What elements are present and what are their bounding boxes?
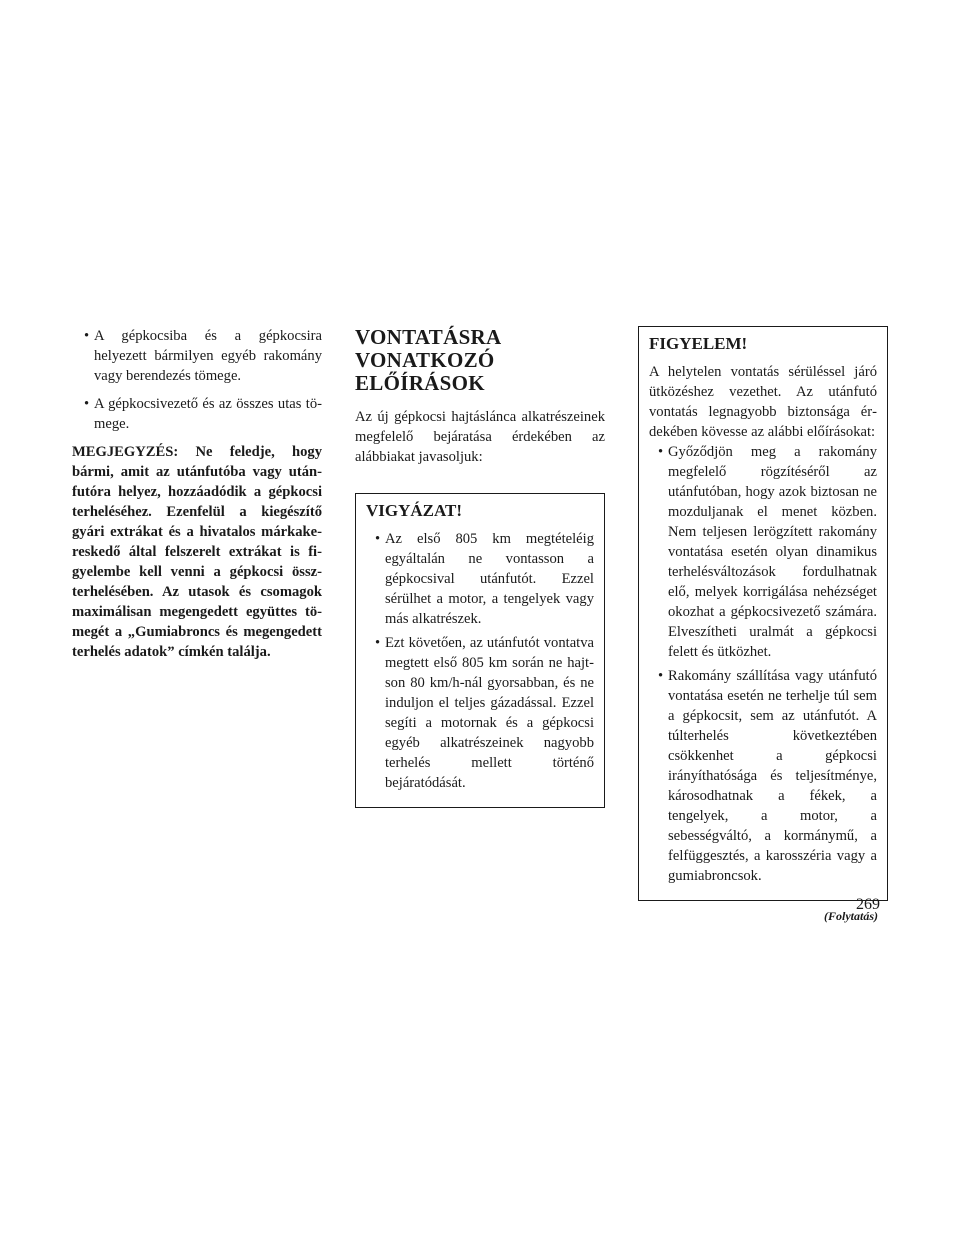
list-item: • A gépkocsivezető és az összes utas tömege. [72,394,322,434]
warning-intro: A helytelen vontatás sérüléssel járó ütközéshez vezethet. Az utánfutó vontatás legnagyobb biztonsága érdekében kövesse az alábbi előírásokat: [649,364,877,440]
warning-title: FIGYELEM! [649,334,748,353]
warning-box [638,326,888,901]
warning-bullet-list [649,442,877,886]
continued-label: (Folytatás) [824,909,878,923]
caution-title: VIGYÁZAT! [366,501,463,520]
page-number: 269 [856,896,880,913]
list-item: • A gépkocsiba és a gépkocsira helyezett bármilyen egyéb rakomány vagy berendezés tömege. [72,326,322,386]
left-column [72,326,322,662]
middle-column [355,326,605,808]
list-item: • Rakomány szállítása vagy utánfutó vontatása esetén ne terhelje túl sem a gépkocsit, sem az utánfutót. A túlterhelés következtében csökkenhet a gépkocsi irányíthatósága és teljesítménye, károsodhatnak a fékek, a tengelyek, a motor, a sebességváltó, a kormánymű, a felfüggesztés, a karosszéria vagy a gumiabroncsok. [649,666,877,886]
caution-bullet-list [366,529,594,793]
note-paragraph: MEGJEGYZÉS: Ne feledje, hogy bármi, amit az utánfutóba vagy utánfutóra helyez, hozzáadódik a gépkocsi terheléséhez. Ezenfelül a kiegészítő gyári extrákat és a hivatalos márkakereskedő által felszerelt extrákat is figyelembe kell venni a gépkocsi összterhelésében. Az utasok és csomagok maximálisan megengedett együttes tömegét a „Gumiabroncs és megengedett terhelés adatok” címkén találja. [72,444,322,660]
list-item: • Ezt követően, az utánfutót vontatva megtett első 805 km során ne hajtson 80 km/h-nál gyorsabban, és ne induljon el teljes gázadással. Ezzel segíti a motornak és a gépkocsi egyéb alkatrészeinek nagyobb terhelés mellett történő bejáratódását. [366,633,594,793]
caution-box [355,493,605,808]
weight-bullet-list [72,326,322,434]
section-heading: VONTATÁSRA VONATKOZÓ ELŐÍRÁSOK [355,325,501,395]
list-item: • Győződjön meg a rakomány megfelelő rögzítéséről az utánfutóban, hogy azok biztosan ne mozduljanak el menet közben. Nem teljesen lerögzített rakomány vontatása esetén olyan dinamikus terhelésváltozások fordulhatnak elő, melyek korrigálása nehézséget okozhat a gépkocsivezető számára. Elveszítheti uralmát a gépkocsi felett és ütközhet. [649,442,877,662]
intro-paragraph: Az új gépkocsi hajtáslánca alkatrészeinek megfelelő bejáratása érdekében az alábbiakat javasoljuk: [355,409,605,465]
list-item: • Az első 805 km megtételéig egyáltalán ne vontasson a gépkocsival utánfutót. Ezzel sérülhet a motor, a tengelyek vagy más alkatrészek. [366,529,594,629]
right-column [638,326,888,924]
